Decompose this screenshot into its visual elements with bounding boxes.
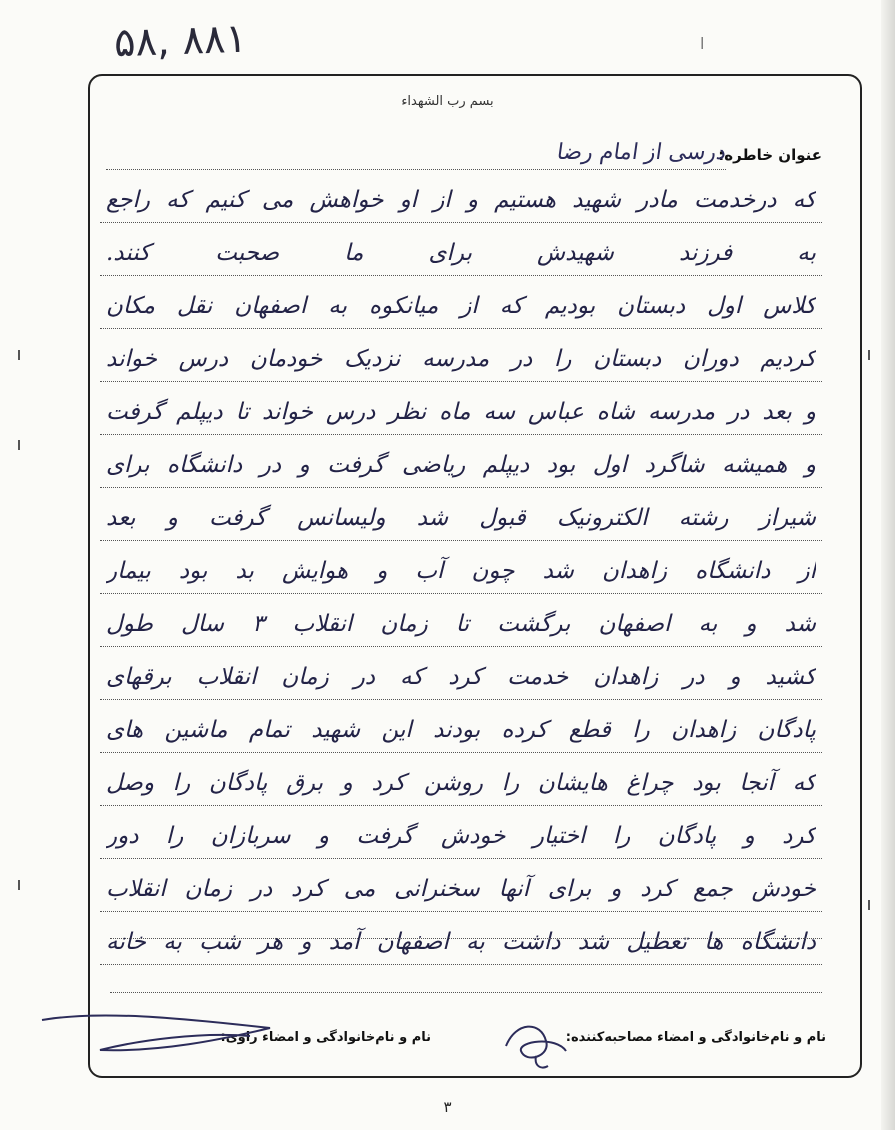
interviewer-signature [496, 1016, 576, 1072]
margin-mark [868, 350, 870, 360]
handwritten-text: شد و به اصفهان برگشت تا زمان انقلاب ۳ سال طول [106, 611, 816, 637]
handwritten-line [100, 339, 822, 392]
handwritten-text: که درخدمت مادر شهید هستیم و از او خواهش می کنیم که راجع [106, 187, 816, 213]
handwritten-text: و همیشه شاگرد اول بود دیپلم ریاضی گرفت و در دانشگاه برای [106, 452, 816, 478]
handwritten-line [100, 763, 822, 816]
memoir-title-row [100, 140, 822, 172]
dotted-rule [100, 699, 822, 700]
handwritten-text: دانشگاه ها تعطیل شد داشت به اصفهان آمد و هر شب به خانه [106, 929, 816, 955]
handwritten-text: کلاس اول دبستان بودیم که از میانکوه به اصفهان نقل مکان [106, 293, 816, 319]
handwritten-line [100, 869, 822, 922]
dotted-rule [100, 328, 822, 329]
handwritten-line [100, 392, 822, 445]
handwritten-text: از دانشگاه زاهدان شد چون آب و هوایش بد بود بیمار [106, 558, 816, 584]
corner-mark: ا [700, 34, 705, 53]
handwritten-line [100, 922, 822, 975]
memoir-title-value: درسی از امام رضا [555, 140, 728, 165]
handwritten-line [100, 233, 822, 286]
dotted-rule [100, 222, 822, 223]
handwritten-line [100, 180, 822, 233]
blank-rule [110, 992, 822, 993]
archive-number: ۵۸, ۸۸۱ [113, 15, 248, 67]
handwritten-line [100, 816, 822, 869]
handwritten-text: پادگان زاهدان را قطع کرده بودند این شهید تمام ماشین های [106, 717, 816, 743]
interviewer-signature-label: نام و نام‌خانوادگی و امضاء مصاحبه‌کننده: [565, 1030, 826, 1045]
dotted-rule [100, 487, 822, 488]
dotted-rule [100, 752, 822, 753]
dotted-rule [100, 805, 822, 806]
handwritten-text: به فرزند شهیدش برای ما صحبت کنند. [106, 240, 816, 266]
dotted-rule [100, 381, 822, 382]
blank-rule [110, 938, 822, 939]
handwritten-text: و بعد در مدرسه شاه عباس سه ماه نظر درس خواند تا دیپلم گرفت [106, 399, 816, 425]
margin-mark [18, 880, 20, 890]
dotted-rule [100, 964, 822, 965]
handwritten-line [100, 657, 822, 710]
handwritten-line [100, 445, 822, 498]
page-number: ۳ [443, 1098, 452, 1116]
page-edge-shadow [881, 0, 895, 1130]
basmala-header: بسم رب الشهداء [401, 94, 494, 109]
narrator-signature [40, 1010, 280, 1060]
memoir-body [100, 180, 822, 975]
handwritten-line [100, 286, 822, 339]
handwritten-line [100, 604, 822, 657]
handwritten-text: خودش جمع کرد و برای آنها سخنرانی می کرد در زمان انقلاب [106, 876, 816, 902]
memoir-title-label: عنوان خاطره: [718, 146, 822, 164]
dotted-rule [100, 275, 822, 276]
dotted-rule [100, 434, 822, 435]
dotted-rule [100, 646, 822, 647]
handwritten-line [100, 710, 822, 763]
handwritten-text: کردیم دوران دبستان را در مدرسه نزدیک خودمان درس خواند [106, 346, 816, 372]
dotted-rule [100, 593, 822, 594]
dotted-rule [100, 540, 822, 541]
handwritten-line [100, 498, 822, 551]
margin-mark [868, 900, 870, 910]
dotted-rule [100, 858, 822, 859]
handwritten-text: شیراز رشته الکترونیک قبول شد ولیسانس گرفت و بعد [106, 505, 816, 531]
handwritten-text: کرد و پادگان را اختیار خودش گرفت و سربازان را دور [106, 823, 816, 849]
handwritten-text: کشید و در زاهدان خدمت کرد که در زمان انقلاب برقهای [106, 664, 816, 690]
margin-mark [18, 350, 20, 360]
signature-row [100, 1030, 826, 1060]
handwritten-text: که آنجا بود چراغ هایشان را روشن کرد و برق پادگان را وصل [106, 770, 816, 796]
title-rule [106, 169, 726, 170]
dotted-rule [100, 911, 822, 912]
handwritten-line [100, 551, 822, 604]
narrator-signature-label: نام و نام‌خانوادگی و امضاء راوی: [220, 1030, 431, 1045]
margin-mark [18, 440, 20, 450]
